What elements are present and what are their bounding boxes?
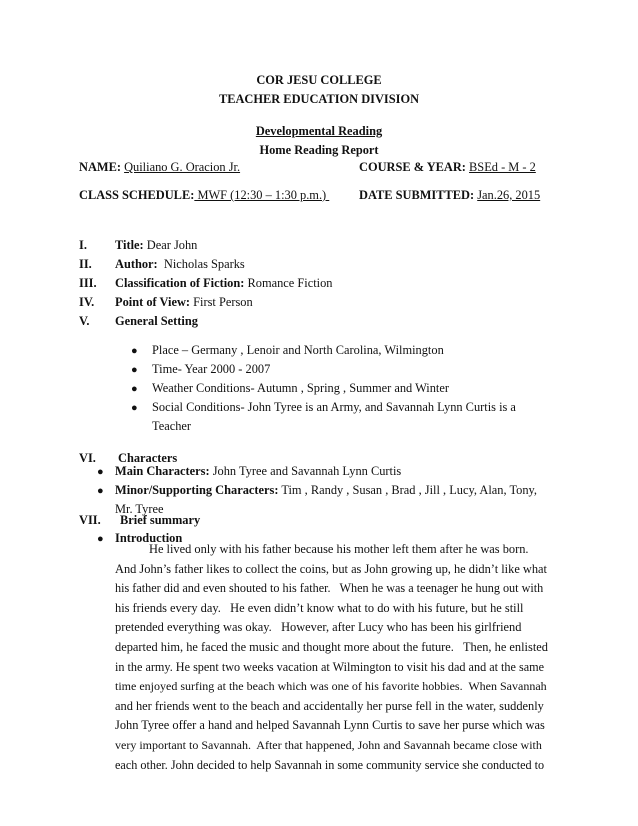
bullet-icon: ●	[131, 383, 138, 395]
section-classification: Classification of Fiction: Romance Fiction	[115, 276, 333, 290]
section-number: II.	[79, 257, 92, 271]
section-title: Title: Dear John	[115, 238, 198, 252]
course-row	[359, 160, 536, 175]
date-value: Jan.26, 2015	[477, 188, 541, 202]
bullet-icon: ●	[97, 485, 104, 497]
summary-paragraph	[115, 540, 548, 775]
date-label: DATE SUBMITTED:	[359, 188, 475, 202]
report-title: Home Reading Report	[259, 143, 379, 157]
course-label: COURSE & YEAR:	[359, 160, 466, 174]
section-number: V.	[79, 314, 90, 328]
paragraph-line: in the army. He spent two weeks vacation at Wilmington to visit his dad and at the same	[115, 659, 545, 674]
section-general-setting: General Setting	[115, 314, 198, 328]
division-name: TEACHER EDUCATION DIVISION	[218, 92, 420, 106]
bullet-icon: ●	[97, 533, 104, 545]
schedule-row	[79, 188, 329, 203]
minor-characters: Minor/Supporting Characters: Tim , Randy , Susan , Brad , Jill , Lucy, Alan, Tony,	[115, 483, 538, 497]
paragraph-line: He lived only with his father because his mother left them after he was born.	[149, 542, 529, 556]
bullet-icon: ●	[97, 466, 104, 478]
setting-weather: Weather Conditions- Autumn , Spring , Summer and Winter	[152, 381, 449, 395]
paragraph-line: each other. John decided to help Savannah in some community service she conducted to	[115, 757, 545, 772]
section-author: Author: Nicholas Sparks	[115, 257, 245, 271]
paragraph-line: very important to Savannah. After that happened, John and Savannah became close with	[115, 737, 542, 752]
section-point-of-view: Point of View: First Person	[115, 295, 253, 309]
paragraph-line: departed him, he faced the music and thought more about the future. Then, he enlisted	[115, 639, 548, 654]
paragraph-line: his father did and even shouted to his father. When he was a teenager he hung out with	[115, 581, 544, 596]
setting-social-cont: Teacher	[152, 419, 192, 433]
bullet-icon: ●	[131, 364, 138, 376]
section-number: III.	[79, 276, 97, 290]
course-value: BSEd - M - 2	[469, 160, 536, 174]
section-brief-summary: Brief summary	[120, 513, 201, 527]
minor-characters-cont: Mr. Tyree	[115, 502, 164, 516]
schedule-label: CLASS SCHEDULE:	[79, 188, 195, 202]
name-value: Quiliano G. Oracion Jr.	[124, 160, 241, 174]
section-number: VII.	[79, 513, 101, 527]
main-characters: Main Characters: John Tyree and Savannah Lynn Curtis	[115, 464, 402, 478]
paragraph-line: and her friends went to the beach and accidentally her purse fell in the water, suddenly	[115, 698, 544, 713]
setting-time: Time- Year 2000 - 2007	[152, 362, 271, 376]
paragraph-line: John Tyree offer a hand and helped Savannah Lynn Curtis to save her purse which was	[115, 718, 545, 733]
paragraph-line: his friends every day. He even didn’t know what to do with his future, but he still	[115, 600, 524, 615]
bullet-icon: ●	[131, 345, 138, 357]
paragraph-line: time enjoyed surfing at the beach which was one of his favorite hobbies. When Savannah	[115, 679, 547, 694]
introduction-heading: Introduction	[115, 531, 183, 545]
name-label: NAME:	[79, 160, 121, 174]
section-characters: Characters	[118, 451, 178, 465]
schedule-value: MWF (12:30 – 1:30 p.m.)	[194, 188, 330, 202]
section-number: VI.	[79, 451, 96, 465]
date-row	[359, 188, 540, 203]
subject-title: Developmental Reading	[255, 124, 383, 138]
setting-place: Place – Germany , Lenoir and North Carolina, Wilmington	[152, 343, 444, 357]
name-row	[79, 160, 240, 175]
setting-social: Social Conditions- John Tyree is an Army, and Savannah Lynn Curtis is a	[152, 400, 516, 414]
section-number: I.	[79, 238, 87, 252]
section-number: IV.	[79, 295, 95, 309]
bullet-icon: ●	[131, 402, 138, 414]
paragraph-line: pretended everything was okay. However, after Lucy who has been his girlfriend	[115, 620, 522, 635]
paragraph-line: And John’s father likes to collect the coins, but as John growing up, he didn’t like what	[115, 561, 547, 576]
college-name: COR JESU COLLEGE	[256, 73, 382, 87]
